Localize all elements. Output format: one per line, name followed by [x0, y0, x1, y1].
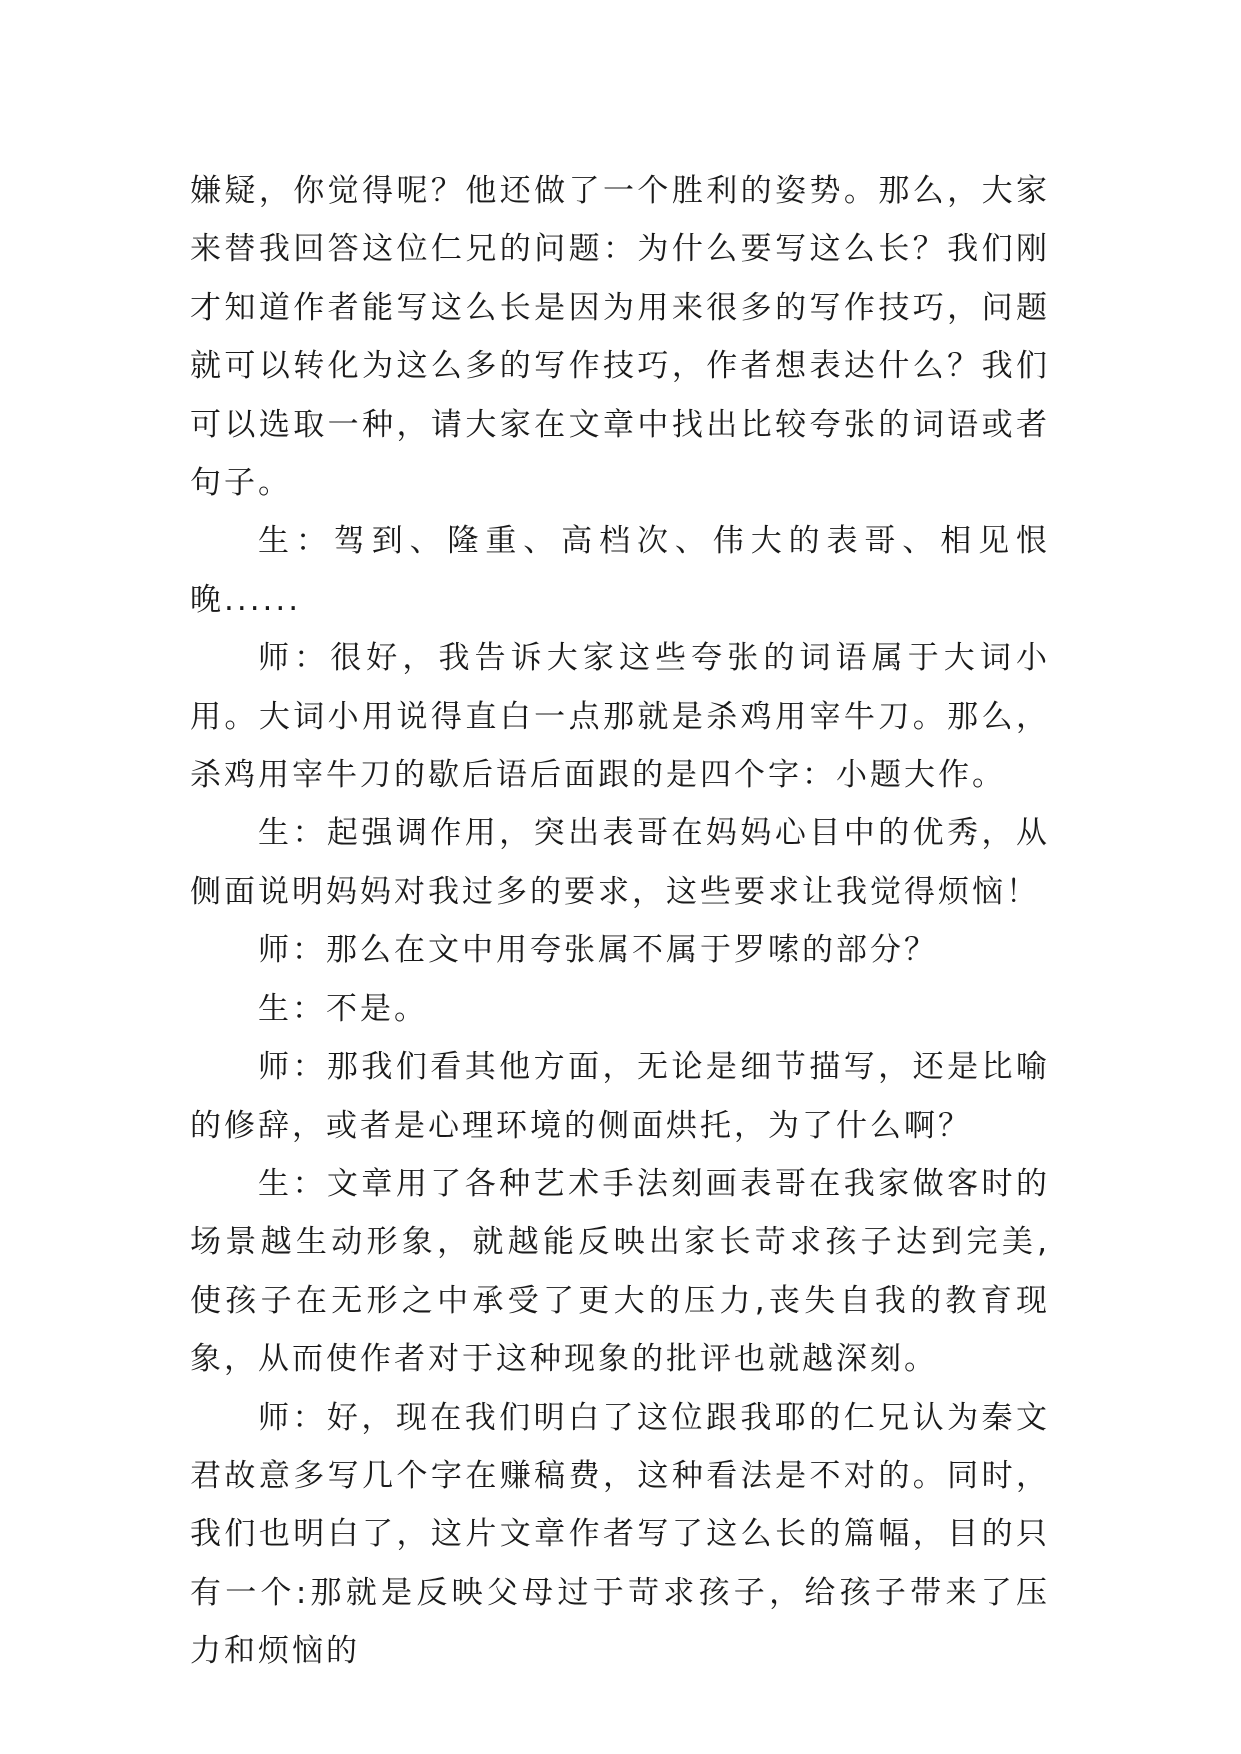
paragraph-2: 生：驾到、隆重、高档次、伟大的表哥、相见恨晚......: [190, 523, 1050, 618]
paragraph-4: 生：起强调作用，突出表哥在妈妈心目中的优秀，从侧面说明妈妈对我过多的要求，这些要求让我觉得烦恼！: [190, 815, 1050, 910]
paragraph-5: 师：那么在文中用夸张属不属于罗嗦的部分？: [258, 932, 938, 969]
paragraph-6: 生：不是。: [258, 990, 428, 1027]
paragraph-1: 嫌疑，你觉得呢？他还做了一个胜利的姿势。那么，大家来替我回答这位仁兄的问题：为什么要写这么长？我们刚才知道作者能写这么长是因为用来很多的写作技巧，问题就可以转化为这么多的写作技巧，作者想表达什么？我们可以选取一种，请大家在文章中找出比较夸张的词语或者句子。: [190, 173, 1050, 502]
paragraph-9: 师：好，现在我们明白了这位跟我耶的仁兄认为秦文君故意多写几个字在赚稿费，这种看法是不对的。同时，我们也明白了，这片文章作者写了这么长的篇幅，目的只有一个:那就是反映父母过于苛求孩子，给孩子带来了压力和烦恼的: [190, 1399, 1050, 1670]
paragraph-3: 师：很好，我告诉大家这些夸张的词语属于大词小用。大词小用说得直白一点那就是杀鸡用宰牛刀。那么，杀鸡用宰牛刀的歇后语后面跟的是四个字：小题大作。: [190, 640, 1050, 794]
body-text: [190, 162, 1050, 1681]
paragraph-8: 生：文章用了各种艺术手法刻画表哥在我家做客时的场景越生动形象，就越能反映出家长苛求孩子达到完美,使孩子在无形之中承受了更大的压力,丧失自我的教育现象，从而使作者对于这种现象的批评也就越深刻。: [190, 1165, 1050, 1378]
paragraph-7: 师：那我们看其他方面，无论是细节描写，还是比喻的修辞，或者是心理环境的侧面烘托，为了什么啊？: [190, 1049, 1050, 1144]
